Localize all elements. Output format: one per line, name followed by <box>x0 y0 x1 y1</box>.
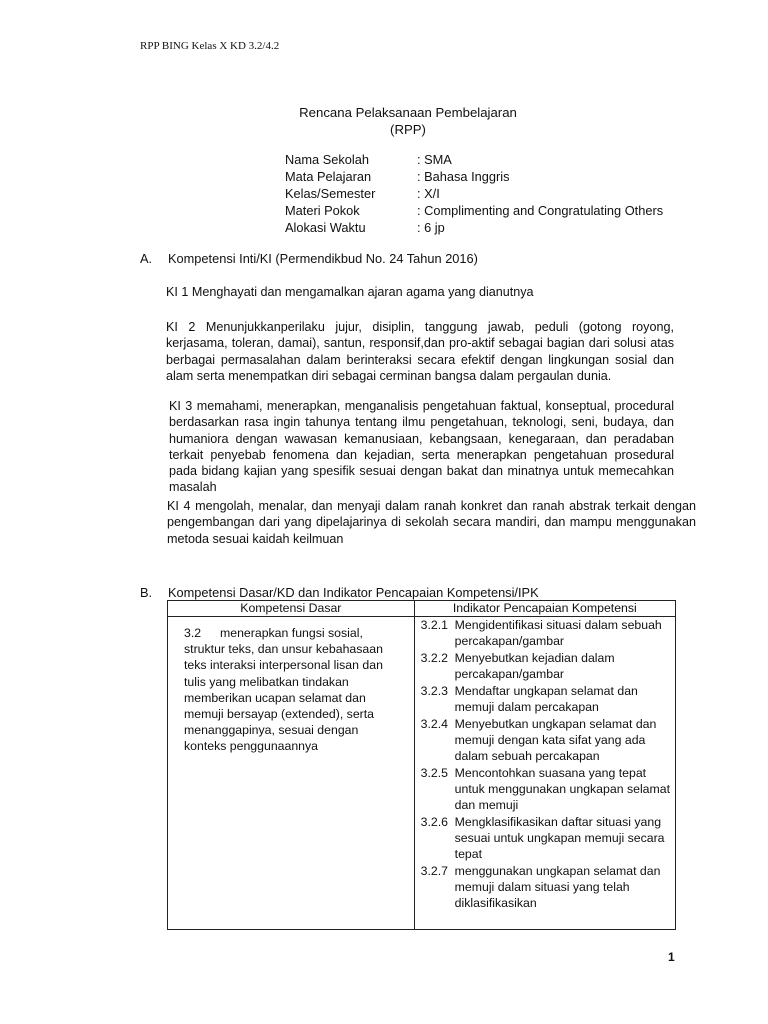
indicator-text: Mencontohkan suasana yang tepat untuk menggunakan ungkapan selamat dan memuji <box>454 765 671 813</box>
ki-2-paragraph: KI 2 Menunjukkanperilaku jujur, disiplin, tanggung jawab, peduli (gotong royong, kerjasama, toleran, damai), santun, responsif,dan pro-aktif sebagai bagian dari solusi atas berbagai permasalahan dalam berinteraksi secara efektif dengan lingkungan sosial dan alam serta menempatkan diri sebagai cerminan bangsa dalam pergaulan dunia. <box>166 320 674 383</box>
ki-1-paragraph: KI 1 Menghayati dan mengamalkan ajaran agama yang dianutnya <box>166 285 534 299</box>
identity-key: Alokasi Waktu <box>285 220 366 235</box>
identity-block <box>285 151 705 236</box>
indicator-text: Mengidentifikasi situasi dalam sebuah percakapan/gambar <box>454 618 662 649</box>
page-number: 1 <box>668 950 675 964</box>
indicator-number: 3.2.1 <box>420 618 449 632</box>
indicator-number: 3.2.2 <box>420 650 449 665</box>
indicator-text: Mendaftar ungkapan selamat dan memuji dalam percakapan <box>454 683 638 715</box>
kd-description: menerapkan fungsi sosial, struktur teks, dan unsur kebahasaan teks interaksi interpersonal lisan dan tulis yang melibatkan tindakan memberikan ucapan selamat dan memuji bersayap (extended), serta menanggapinya, sesuai dengan konteks penggunaannya <box>184 626 383 754</box>
indicator-item <box>421 863 671 912</box>
indicator-number: 3.2.5 <box>420 765 449 780</box>
kd-content <box>184 625 396 755</box>
identity-key: Materi Pokok <box>285 203 360 218</box>
identity-key: Nama Sekolah <box>285 152 369 167</box>
indicator-text: Menyebutkan kejadian dalam percakapan/gambar <box>454 650 615 682</box>
column-header-ipk: Indikator Pencapaian Kompetensi <box>414 601 675 617</box>
identity-value: : 6 jp <box>417 220 445 235</box>
identity-value: : SMA <box>417 152 452 167</box>
kd-number: 3.2 <box>184 626 202 640</box>
running-header: RPP BING Kelas X KD 3.2/4.2 <box>140 40 280 52</box>
section-a-heading <box>140 250 478 267</box>
indicator-text: Mengklasifikasikan daftar situasi yang sesuai untuk ungkapan memuji secara tepat <box>454 814 665 862</box>
indicator-number: 3.2.7 <box>420 864 449 879</box>
column-header-kd: Kompetensi Dasar <box>168 601 415 617</box>
document-title <box>0 104 768 138</box>
identity-value: : Bahasa Inggris <box>417 169 510 184</box>
indicator-text: menggunakan ungkapan selamat dan memuji dalam situasi yang telah diklasifikasikan <box>454 864 661 911</box>
identity-key: Mata Pelajaran <box>285 169 372 184</box>
indicator-item <box>421 716 671 765</box>
section-letter: B. <box>140 585 153 600</box>
title-line-1: Rencana Pelaksanaan Pembelajaran <box>299 105 517 120</box>
identity-row <box>285 151 705 168</box>
indicator-item <box>421 814 671 863</box>
kd-cell <box>168 617 415 930</box>
identity-row <box>285 219 705 236</box>
ipk-cell <box>414 617 675 930</box>
section-title: Kompetensi Dasar/KD dan Indikator Pencapaian Kompetensi/IPK <box>168 585 539 600</box>
indicator-number: 3.2.6 <box>420 814 449 829</box>
indicator-item <box>421 650 671 682</box>
kd-ipk-table <box>167 600 676 930</box>
section-title: Kompetensi Inti/KI (Permendikbud No. 24 Tahun 2016) <box>168 251 478 266</box>
indicator-text: Menyebutkan ungkapan selamat dan memuji dengan kata sifat yang ada dalam sebuah percakapan <box>454 716 657 764</box>
table-row <box>168 617 676 930</box>
identity-value: : Complimenting and Congratulating Others <box>417 203 664 218</box>
indicator-item <box>421 617 671 649</box>
ki-3-paragraph: KI 3 memahami, menerapkan, menganalisis pengetahuan faktual, konseptual, procedural berdasarkan rasa ingin tahunya tentang ilmu pengetahuan, teknologi, seni, budaya, dan humaniora dengan wawasan kemanusiaan, kebangsaan, kenegaraan, dan peradaban terkait penyebab fenomena dan kejadian, serta menerapkan pengetahuan prosedural pada bidang kajian yang spesifik sesuai dengan bakat dan minatnya untuk memecahkan masalah <box>169 399 674 495</box>
title-line-2: (RPP) <box>390 122 426 137</box>
section-b-heading <box>140 584 539 601</box>
section-letter: A. <box>140 251 153 266</box>
identity-row <box>285 185 705 202</box>
indicator-item <box>421 683 671 715</box>
identity-row <box>285 168 705 185</box>
indicator-number: 3.2.4 <box>420 716 449 731</box>
identity-value: : X/I <box>417 186 440 201</box>
table-header-row <box>168 601 676 617</box>
identity-key: Kelas/Semester <box>285 186 376 201</box>
indicator-number: 3.2.3 <box>420 683 449 698</box>
indicator-item <box>421 765 671 814</box>
ki-4-paragraph: KI 4 mengolah, menalar, dan menyaji dalam ranah konkret dan ranah abstrak terkait dengan pengembangan dari yang dipelajarinya di sekolah secara mandiri, dan mampu menggunakan metoda sesuai kaidah keilmuan <box>167 499 696 546</box>
identity-row <box>285 202 705 219</box>
